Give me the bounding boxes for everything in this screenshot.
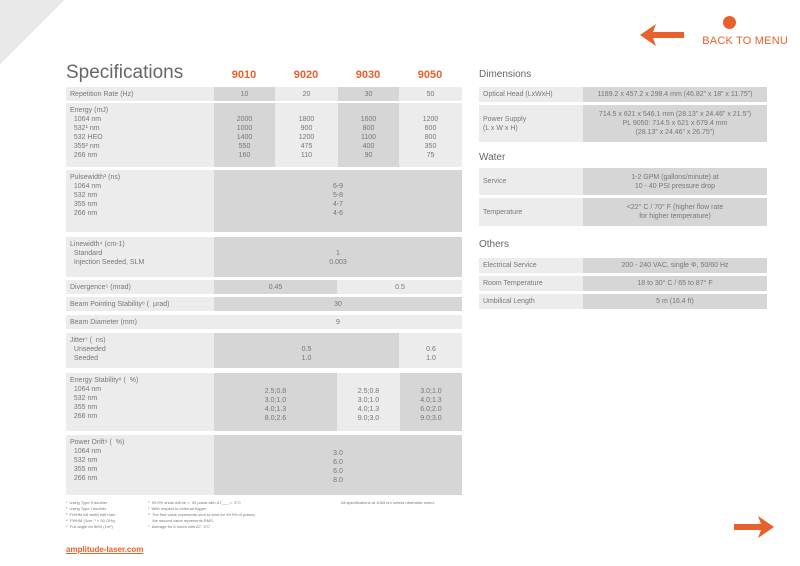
value-9030: 1600 800 1100 400 90 <box>360 116 377 159</box>
corner-decoration <box>0 0 64 64</box>
row-label: Optical Head (LxWxH) <box>483 91 553 98</box>
row-value: 714.5 x 621 x 546.1 mm (28.13” x 24.46” x 21.5”) PL 9050: 714.5 x 621 x 679.4 mm (28.13” x 24.46” x 26.75”) <box>583 105 767 142</box>
water-title: Water <box>479 152 506 163</box>
row-power-drift <box>66 435 462 495</box>
row-room-temperature <box>479 276 767 291</box>
row-optical-head <box>479 87 767 102</box>
value-9010-9030: 0.5 1.0 <box>301 346 312 362</box>
specifications-title: Specifications <box>66 62 184 83</box>
row-label: Jitter⁷ ( ns) Unseeded Seeded <box>70 337 106 362</box>
row-value: 1-2 GPM (gallons/minute) at 10 - 40 PSI pressure drop <box>583 168 767 195</box>
row-label: Temperature <box>483 209 523 216</box>
model-9010-header: 9010 <box>231 69 257 81</box>
row-label: Energy (mJ) 1064 nm 532¹ nm 532 HEO 355² nm 266 nm <box>70 107 109 159</box>
row-energy <box>66 103 462 167</box>
row-label: Beam Diameter (mm) <box>70 319 137 326</box>
model-9030-header: 9030 <box>355 69 381 81</box>
row-repetition-rate <box>66 87 462 101</box>
value-all: 3.0 6.0 6.0 8.0 <box>333 450 343 484</box>
row-label: Linewidth⁴ (cm-1) Standard Injection Seeded, SLM <box>70 241 145 266</box>
row-label: Energy Stability⁸ ( %) 1064 nm 532 nm 355 nm 266 nm <box>70 377 139 420</box>
row-value: 18 to 30° C / 65 to 87° F <box>583 276 767 291</box>
value-9010: 2000 1000 1400 550 160 <box>236 116 253 159</box>
row-beam-pointing <box>66 297 462 311</box>
value-9010-9020: 0.45 <box>268 284 283 291</box>
value-9050: 1200 600 800 350 75 <box>422 116 439 159</box>
row-label: Repetition Rate (Hz) <box>70 91 134 98</box>
model-9020-header: 9020 <box>293 69 319 81</box>
value-all: 1 0.003 <box>329 250 347 266</box>
value-all: 9 <box>336 319 340 326</box>
row-umbilical-length <box>479 294 767 309</box>
value-9050: 50 <box>426 91 435 98</box>
value-all: 6-9 5-8 4-7 4-6 <box>332 183 344 217</box>
row-beam-diameter <box>66 315 462 329</box>
row-service <box>479 168 767 195</box>
value-9010: 10 <box>240 91 249 98</box>
dimensions-title: Dimensions <box>479 69 532 80</box>
value-9050: 3.0;1.0 4.0;1.3 6.0;2.0 9.0;3.0 <box>420 388 442 422</box>
row-electrical-service <box>479 258 767 273</box>
row-label: Umbilical Length <box>483 298 535 305</box>
footnotes-3: All specifications at 1064 nm unless otherwise noted. <box>341 500 435 505</box>
value-9050: 0.6 1.0 <box>426 346 436 362</box>
row-label: Pulsewidth³ (ns) 1064 nm 532 nm 355 nm 266 nm <box>70 174 121 217</box>
row-power-supply <box>479 105 767 142</box>
row-energy-stability <box>66 373 462 431</box>
value-9030: 30 <box>364 91 373 98</box>
row-value: 5 m (16.4 ft) <box>583 294 767 309</box>
row-value: <22° C / 70° F (higher flow rate for higher temperature) <box>583 198 767 226</box>
row-label: Power Supply (L x W x H) <box>483 116 527 132</box>
footnotes-2: ⁶ 99.9% shots will be < 30 µrads with ΔT___ < 3°C ⁷ With respect to external trigger ⁸ The first value represents shot-to-shot for 99.9% of pulses, the second value represents RMS. ⁹ Average for 8 hours with ΔT 3°C <box>148 500 256 529</box>
value-9030-9050: 0.5 <box>395 284 405 291</box>
dot-icon <box>723 16 736 29</box>
row-label: Electrical Service <box>483 262 537 269</box>
value-9010-9020: 2.5;0.8 3.0;1.0 4.0;1.3 8.0;2.6 <box>264 388 287 422</box>
value-9030: 2.5;0.8 3.0;1.0 4.0;1.3 9.0;3.0 <box>357 388 380 422</box>
row-value: 1189.2 x 457.2 x 298.4 mm (46.82” x 18” x 11.75”) <box>583 87 767 102</box>
row-pulsewidth <box>66 170 462 232</box>
value-9020: 1800 900 1200 475 110 <box>298 116 315 159</box>
value-9020: 20 <box>302 91 311 98</box>
arrow-right-icon[interactable] <box>734 516 774 538</box>
others-title: Others <box>479 239 510 250</box>
row-label: Service <box>483 178 507 185</box>
row-jitter <box>66 333 462 368</box>
row-divergence <box>66 280 462 294</box>
row-label: Divergence⁵ (mrad) <box>70 284 131 291</box>
row-label: Room Temperature <box>483 280 543 287</box>
row-label: Power Drift⁹ ( %) 1064 nm 532 nm 355 nm 266 nm <box>70 439 125 482</box>
row-linewidth <box>66 237 462 277</box>
row-value: 200 - 240 VAC, single Φ, 50/60 Hz <box>583 258 767 273</box>
row-label: Beam Pointing Stability⁶ ( µrad) <box>70 301 170 308</box>
arrow-left-icon <box>640 24 684 46</box>
row-temperature <box>479 198 767 226</box>
model-9050-header: 9050 <box>417 69 443 81</box>
back-to-menu-button[interactable] <box>628 14 788 48</box>
back-to-menu-label: BACK TO MENU <box>702 35 788 47</box>
value-all: 30 <box>334 301 342 308</box>
footnotes-1: ¹ Using Type II doubler ² Using Type I doubler ³ FWHM full width half max ⁴ FWHM (1cm⁻¹ = 30 GHz) ⁵ Full angle for 86% (1/e²) <box>66 500 116 529</box>
website-link[interactable]: amplitude-laser.com <box>66 545 144 554</box>
